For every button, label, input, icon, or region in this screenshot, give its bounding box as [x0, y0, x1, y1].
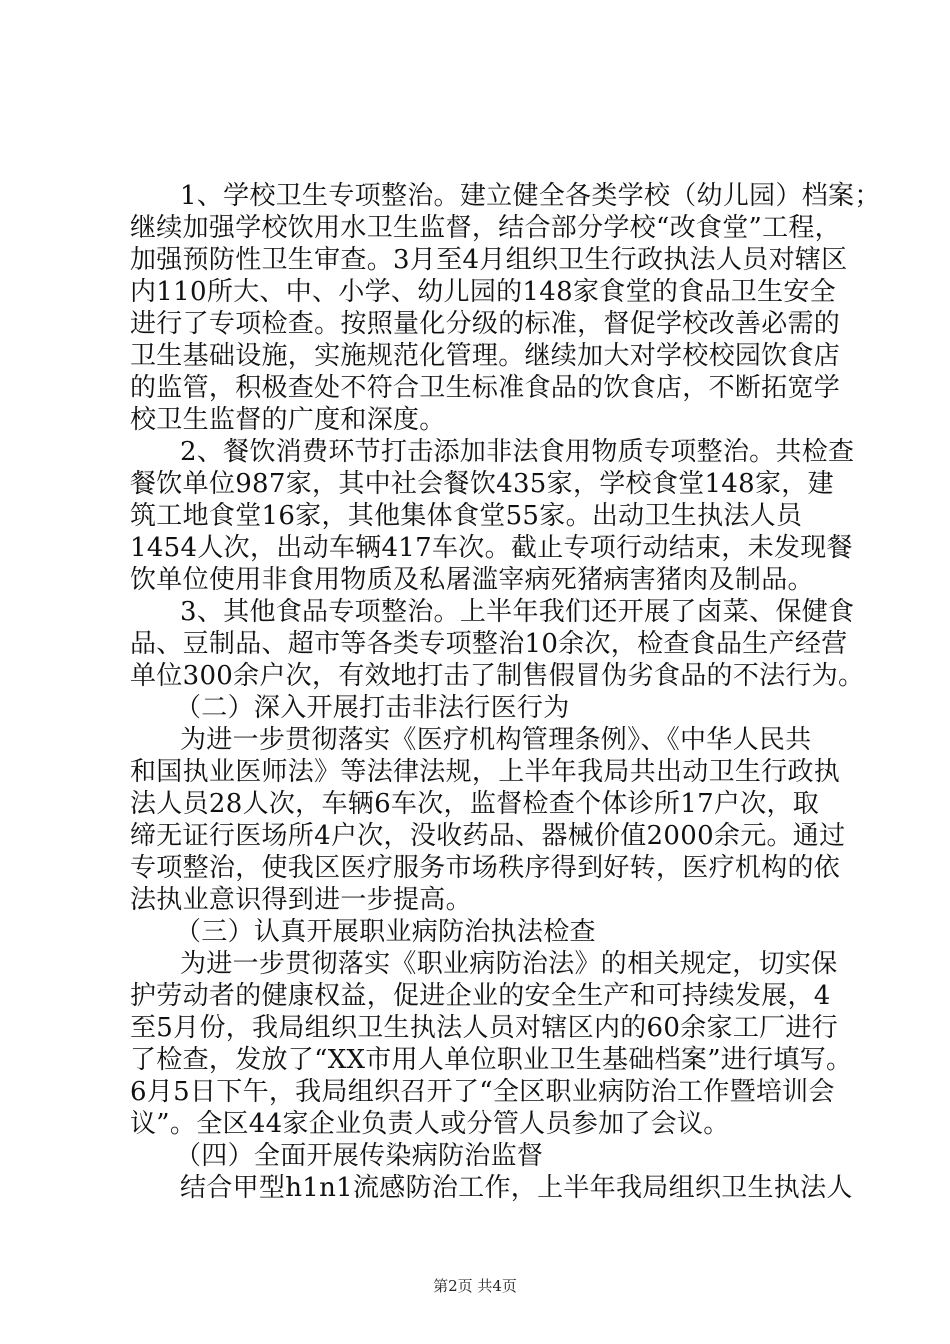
paragraph-line: 专项整治，使我区医疗服务市场秩序得到好转，医疗机构的依 [130, 853, 841, 883]
paragraph-line: 品、豆制品、超市等各类专项整治10余次，检查食品生产经营 [130, 629, 848, 659]
paragraph-line: 3、其他食品专项整治。上半年我们还开展了卤菜、保健食 [180, 597, 855, 627]
paragraph-line: 进行了专项检查。按照量化分级的标准，督促学校改善必需的 [130, 309, 841, 339]
paragraph-line: 筑工地食堂16家，其他集体食堂55家。出动卫生执法人员 [130, 501, 803, 531]
paragraph-line: 和国执业医师法》等法律法规，上半年我局共出动卫生行政执 [130, 757, 841, 787]
paragraph-line: 2、餐饮消费环节打击添加非法食用物质专项整治。共检查 [180, 437, 855, 467]
paragraph-line: 为进一步贯彻落实《职业病防治法》的相关规定，切实保 [180, 949, 838, 979]
paragraph-line: 法执业意识得到进一步提高。 [130, 885, 472, 915]
paragraph-line: 校卫生监督的广度和深度。 [130, 405, 446, 435]
paragraph-line: 1、学校卫生专项整治。建立健全各类学校（幼儿园）档案； [180, 181, 881, 211]
paragraph-line: 内110所大、中、小学、幼儿园的148家食堂的食品卫生安全 [130, 277, 836, 307]
paragraph-line: 为进一步贯彻落实《医疗机构管理条例》、《中华人民共 [180, 725, 812, 755]
paragraph-line: 缔无证行医场所4户次，没收药品、器械价值2000余元。通过 [130, 821, 846, 851]
page-indicator: 第2页 共4页 [433, 1277, 517, 1295]
paragraph-line: 继续加强学校饮用水卫生监督，结合部分学校“改食堂”工程， [130, 213, 841, 243]
paragraph-line: 至5月份，我局组织卫生执法人员对辖区内的60余家工厂进行 [130, 1013, 839, 1043]
page-footer [0, 1276, 950, 1296]
paragraph-line: 餐饮单位987家，其中社会餐饮435家，学校食堂148家，建 [130, 469, 834, 499]
paragraph-line: 饮单位使用非食用物质及私屠滥宰病死猪病害猪肉及制品。 [130, 565, 814, 595]
paragraph-line: 1454人次，出动车辆417车次。截止专项行动结束，未发现餐 [130, 533, 853, 563]
paragraph-line: 单位300余户次，有效地打击了制售假冒伪劣食品的不法行为。 [130, 661, 865, 691]
paragraph-line: 结合甲型h1n1流感防治工作，上半年我局组织卫生执法人 [180, 1173, 853, 1203]
paragraph-line: 法人员28人次，车辆6车次，监督检查个体诊所17户次，取 [130, 789, 820, 819]
paragraph-line: 6月5日下午，我局组织召开了“全区职业病防治工作暨培训会 [130, 1077, 835, 1107]
paragraph-line: 护劳动者的健康权益，促进企业的安全生产和可持续发展，4 [130, 981, 831, 1011]
section-heading: （四）全面开展传染病防治监督 [175, 1141, 544, 1171]
paragraph-line: 加强预防性卫生审查。3月至4月组织卫生行政执法人员对辖区 [130, 245, 848, 275]
paragraph-line: 的监管，积极查处不符合卫生标准食品的饮食店，不断拓宽学 [130, 373, 841, 403]
paragraph-line: 了检查，发放了“XX市用人单位职业卫生基础档案”进行填写。 [130, 1045, 853, 1075]
section-heading: （二）深入开展打击非法行医行为 [175, 693, 570, 723]
section-heading: （三）认真开展职业病防治执法检查 [175, 917, 596, 947]
paragraph-line: 卫生基础设施，实施规范化管理。继续加大对学校校园饮食店 [130, 341, 841, 371]
paragraph-line: 议”。全区44家企业负责人或分管人员参加了会议。 [130, 1109, 730, 1139]
